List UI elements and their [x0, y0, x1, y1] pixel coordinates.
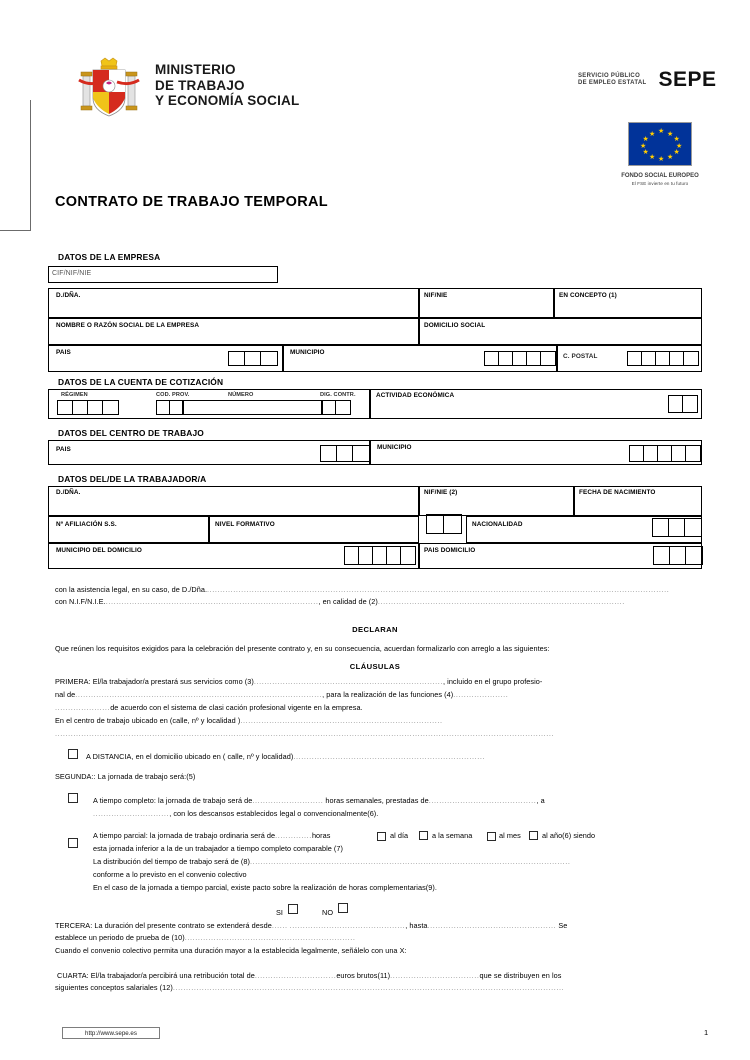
a-tiempo-parcial-checkbox[interactable] [68, 838, 78, 848]
trabajador-dna-label: D./DÑA. [56, 489, 81, 496]
tercera-c: Se [558, 921, 568, 930]
european-union-flag-icon: ★ ★ ★ ★ ★ ★ ★ ★ ★ ★ ★ ★ [628, 122, 692, 166]
a-tiempo-parcial-label: A tiempo parcial [93, 831, 146, 840]
a-tiempo-parcial-line-1 [93, 831, 330, 842]
sepe-caption [578, 73, 652, 88]
empresa-municipio-label: MUNICIPIO [290, 349, 325, 356]
asistencia-line-2-text: con N.I.F/N.I.E. [55, 597, 106, 606]
fse-line-2: El FSE invierte en tu futuro [631, 181, 689, 186]
clausula-tercera-line-3: Cuando el convenio colectivo permita una duración mayor a la establecida legalmente, señálelo con una X: [55, 946, 407, 955]
centro-municipio-label: MUNICIPIO [377, 444, 412, 451]
cotizacion-numero-label: NÚMERO [228, 392, 254, 398]
a-distancia-label: A DISTANCIA, en el domicilio ubicado en ( calle, nº y localidad) [86, 752, 294, 761]
a-tiempo-parcial-line-2: esta jornada inferior a la de un trabajador a tiempo completo comparable (7) [93, 844, 344, 853]
empresa-municipio-code-cells[interactable] [484, 351, 556, 366]
dot-leader: ................................................................................................................................................................................ [207, 585, 670, 594]
a-distancia-checkbox[interactable] [68, 749, 78, 759]
dot-leader: ......................................... [428, 796, 537, 805]
no-checkbox[interactable] [338, 903, 348, 913]
sepe-caption-line-1: SERVICIO PÚBLICO [578, 72, 641, 79]
empresa-en-concepto-label: EN CONCEPTO (1) [559, 292, 617, 299]
trabajador-afiliacion-label: Nº AFILIACIÓN S.S. [56, 521, 117, 528]
clausula-primera-line-1 [55, 677, 542, 688]
clausula-primera-line-4 [55, 716, 443, 727]
parcial-mes-label: al mes [499, 831, 521, 840]
cuarta-b: euros brutos(11) [336, 971, 391, 980]
cuarta-c: que se distribuyen en los [479, 971, 562, 980]
dot-leader: ................................................................. [184, 933, 356, 942]
trabajador-nacionalidad-cells[interactable] [652, 518, 702, 537]
page-number: 1 [704, 1028, 709, 1037]
dot-leader: ............................................................................. [240, 716, 443, 725]
trabajador-pais-domicilio-cells[interactable] [653, 546, 703, 565]
empresa-nif-nie-label: NIF/NIE [424, 292, 448, 299]
cuarta-a: CUARTA: El/la trabajador/a percibirá una retribución total de [57, 971, 255, 980]
no-label: NO [322, 908, 334, 917]
margin-rule-horizontal [0, 230, 31, 231]
ministry-line-3: Y ECONOMÍA SOCIAL [155, 93, 300, 108]
trabajador-municipio-domicilio-label: MUNICIPIO DEL DOMICILIO [56, 547, 142, 554]
completo-c: , a [536, 796, 545, 805]
page-title: CONTRATO DE TRABAJO TEMPORAL [55, 194, 328, 210]
dot-leader: ........................................................................ [253, 677, 443, 686]
dot-leader: .............................................................................................. [75, 690, 323, 699]
si-checkbox[interactable] [288, 904, 298, 914]
clausula-primera-e: de acuerdo con el sistema de clasi cación profesional vigente en la empresa. [110, 703, 363, 712]
section-heading-centro: DATOS DEL CENTRO DE TRABAJO [58, 428, 204, 438]
parcial-anio-label: al año(6) siendo [542, 831, 596, 840]
dot-leader: ..................... [55, 703, 111, 712]
clausula-primera-line-2 [55, 690, 508, 701]
parcial-anio-checkbox[interactable] [529, 831, 538, 840]
clausula-cuarta-line-2 [55, 983, 564, 994]
section-heading-cotizacion: DATOS DE LA CUENTA DE COTIZACIÓN [58, 377, 224, 387]
parcial-semana-checkbox[interactable] [419, 831, 428, 840]
clausula-cuarta-line-1 [57, 971, 561, 982]
parcial-horas: horas [311, 831, 331, 840]
sepe-url-text: http://www.sepe.es [85, 1029, 137, 1037]
declaran-heading: DECLARAN [352, 625, 398, 634]
declaran-body: Que reúnen los requisitos exigidos para la celebración del presente contrato y, en su consecuencia, acuerdan formalizarlo con arreglo a las siguientes: [55, 644, 550, 653]
empresa-nombre-label: NOMBRE O RAZÓN SOCIAL DE LA EMPRESA [56, 322, 200, 329]
empresa-cpostal-label: C. POSTAL [563, 353, 598, 360]
parcial-mes-checkbox[interactable] [487, 832, 496, 841]
cotizacion-cod-prov-cells[interactable] [156, 400, 184, 415]
parcial-dia-label: al día [390, 831, 409, 840]
dot-leader: ................................................. [427, 921, 557, 930]
dot-leader: ............................................ [289, 921, 406, 930]
cotizacion-cod-prov-label: COD. PROV. [156, 392, 190, 398]
dot-leader: ...... [271, 921, 288, 930]
empresa-dna-label: D./DÑA. [56, 292, 81, 299]
dot-leader: ............................. [93, 809, 170, 818]
completo-b: horas semanales, prestadas de [325, 796, 429, 805]
trabajador-nivel-formativo-label: NIVEL FORMATIVO [215, 521, 275, 528]
dot-leader: ........................... [252, 796, 324, 805]
cotizacion-numero-cells[interactable] [182, 400, 323, 415]
clausula-primera-line-5 [55, 729, 554, 740]
parcial-dia-checkbox[interactable] [377, 832, 386, 841]
asistencia-line-2 [55, 597, 625, 608]
sepe-logo [578, 66, 717, 94]
dot-leader: .............. [275, 831, 312, 840]
european-social-fund-caption [600, 172, 720, 188]
a-tiempo-completo-line-1 [93, 796, 545, 807]
empresa-pais-label: PAIS [56, 349, 71, 356]
section-heading-trabajador: DATOS DEL/DE LA TRABAJADOR/A [58, 474, 207, 484]
sepe-wordmark: SEPE [658, 68, 717, 91]
empresa-dna-field[interactable] [48, 288, 419, 318]
cuarta-d: siguientes conceptos salariales (12) [55, 983, 173, 992]
trabajador-municipio-domicilio-cells[interactable] [344, 546, 416, 565]
document-header [0, 0, 750, 195]
trabajador-dna-field[interactable] [48, 486, 419, 516]
clausula-primera-d: , para la realización de las funciones (4) [322, 690, 454, 699]
trabajador-fecha-nacimiento-label: FECHA DE NACIMIENTO [579, 489, 656, 496]
centro-municipio-code-cells[interactable] [629, 445, 701, 462]
clausula-tercera-line-2 [55, 933, 355, 944]
spain-coat-of-arms-icon [75, 56, 143, 122]
asistencia-line-2-mid: , en calidad de (2) [318, 597, 378, 606]
a-tiempo-completo-line-2 [93, 809, 378, 820]
sepe-caption-line-2: DE EMPLEO ESTATAL [578, 80, 647, 86]
si-label: SI [276, 908, 283, 917]
centro-pais-code-cells[interactable] [320, 445, 370, 462]
clausula-primera-f: En el centro de trabajo ubicado en (calle, nº y localidad ) [55, 716, 241, 725]
empresa-domicilio-label: DOMICILIO SOCIAL [424, 322, 486, 329]
a-tiempo-parcial-line-5: En el caso de la jornada a tiempo parcial, existe pacto sobre la realización de horas complementarias(9). [93, 883, 437, 892]
completo-d: , con los descansos establecidos legal o convencionalmente(6). [169, 809, 379, 818]
centro-pais-label: PAIS [56, 446, 71, 453]
dot-leader: .............................................................................................. [377, 597, 625, 606]
fse-line-1: FONDO SOCIAL EUROPEO [621, 173, 699, 179]
cif-nif-nie-label: CIF/NIF/NIE [52, 270, 92, 277]
clausula-tercera-line-1 [55, 921, 567, 932]
cotizacion-dig-contr-cells[interactable] [321, 400, 351, 415]
cotizacion-regimen-cells[interactable] [57, 400, 119, 415]
tercera-b: , hasta [405, 921, 428, 930]
sepe-url-footer[interactable] [62, 1027, 160, 1039]
dot-leader: ................................................................................. [105, 597, 319, 606]
cotizacion-dig-contr-label: DIG. CONTR. [320, 392, 356, 398]
section-heading-empresa: DATOS DE LA EMPRESA [58, 252, 161, 262]
parcial-semana-label: a la semana [432, 831, 473, 840]
clausula-primera-a: PRIMERA: El/la trabajador/a prestará sus servicios como (3) [55, 677, 254, 686]
empresa-pais-code-cells[interactable] [228, 351, 278, 366]
asistencia-line-1 [55, 585, 669, 596]
dot-leader: ............................... [254, 971, 337, 980]
a-tiempo-completo-checkbox[interactable] [68, 793, 78, 803]
dot-leader: .......................................................................................................................... [250, 857, 571, 866]
a-tiempo-parcial-line-4: conforme a lo previsto en el convenio colectivo [93, 870, 247, 879]
dot-leader: ..................................................................................................................................................... [172, 983, 565, 992]
dot-leader: ..................... [453, 690, 509, 699]
parcial-a: : la jornada de trabajo ordinaria será de [145, 831, 276, 840]
dot-leader: .............................................................................................................................................................................................. [55, 729, 555, 738]
empresa-cpostal-cells[interactable] [627, 351, 699, 366]
a-tiempo-completo-label: A tiempo completo [93, 796, 154, 805]
clausula-primera-line-3 [55, 703, 363, 714]
trabajador-pais-domicilio-label: PAIS DOMICILIO [424, 547, 476, 554]
clausula-primera-b: , incluido en el grupo profesio- [443, 677, 543, 686]
asistencia-line-1-text: con la asistencia legal, en su caso, de D./Dña. [55, 585, 208, 594]
tercera-d: establece un periodo de prueba de (10) [55, 933, 185, 942]
actividad-economica-cells[interactable] [668, 395, 698, 413]
ministry-name [155, 62, 299, 109]
completo-a: : la jornada de trabajo será de [153, 796, 253, 805]
a-distancia-line [86, 752, 485, 763]
cotizacion-regimen-label: RÉGIMEN [61, 392, 88, 398]
dot-leader: .................................. [390, 971, 480, 980]
a-tiempo-parcial-line-3 [93, 857, 571, 868]
actividad-economica-label: ACTIVIDAD ECONÓMICA [376, 392, 455, 399]
ministry-line-2: DE TRABAJO [155, 77, 245, 93]
trabajador-nivel-formativo-cells[interactable] [426, 514, 462, 534]
trabajador-nacionalidad-label: NACIONALIDAD [472, 521, 523, 528]
trabajador-nif-nie-label: NIF/NIE (2) [424, 489, 458, 496]
tercera-a: TERCERA: La duración del presente contrato se extenderá desde [55, 921, 272, 930]
clausula-segunda-heading: SEGUNDA:: La jornada de trabajo será:(5) [55, 772, 196, 781]
clausula-primera-c: nal de [55, 690, 76, 699]
dot-leader: ......................................................................... [293, 752, 486, 761]
parcial-c: La distribución del tiempo de trabajo será de (8) [93, 857, 250, 866]
ministry-line-1: MINISTERIO [155, 62, 236, 77]
clausulas-heading: CLÁUSULAS [349, 662, 401, 671]
